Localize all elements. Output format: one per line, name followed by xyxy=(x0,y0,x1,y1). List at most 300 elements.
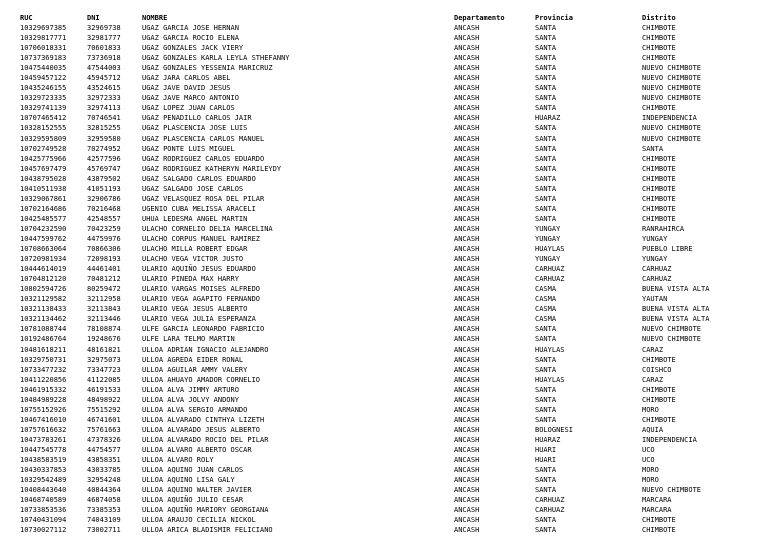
cell-nombre: UGAZ GONZALES KARLA LEYLA STHEFANNY xyxy=(142,54,290,63)
cell-nombre: ULLOA ALVA SERGIO ARMANDO xyxy=(142,405,248,414)
cell-ruc: 10321134462 xyxy=(20,315,67,324)
cell-nombre: ULLOA AQUIÑO JULIO CESAR xyxy=(142,496,244,505)
header-nombre: NOMBRE xyxy=(142,14,168,22)
cell-ruc: 10444614019 xyxy=(20,265,67,274)
cell-nombre: ULLOA AQUINO WALTER JAVIER xyxy=(142,486,252,495)
cell-provincia: SANTA xyxy=(535,34,557,43)
cell-distrito: YUNGAY xyxy=(642,255,668,264)
cell-distrito: NUEVO CHIMBOTE xyxy=(642,335,702,344)
cell-departamento: ANCASH xyxy=(454,64,480,73)
cell-distrito: CHIMBOTE xyxy=(642,415,676,424)
cell-departamento: ANCASH xyxy=(454,325,480,334)
table-row xyxy=(20,415,740,425)
table-row xyxy=(20,435,740,445)
cell-dni: 74043109 xyxy=(87,516,121,525)
cell-departamento: ANCASH xyxy=(454,355,480,364)
cell-departamento: ANCASH xyxy=(454,214,480,223)
table-row xyxy=(20,174,740,184)
cell-distrito: CHIMBOTE xyxy=(642,355,676,364)
cell-departamento: ANCASH xyxy=(454,305,480,314)
cell-departamento: ANCASH xyxy=(454,506,480,515)
cell-provincia: CASMA xyxy=(535,285,557,294)
cell-dni: 47378326 xyxy=(87,435,121,444)
cell-nombre: UGENIO CUBA MELISSA ARACELI xyxy=(142,204,256,213)
cell-provincia: SANTA xyxy=(535,486,557,495)
cell-departamento: ANCASH xyxy=(454,84,480,93)
cell-ruc: 10484989228 xyxy=(20,395,67,404)
cell-nombre: ULACHO MILLA ROBERT EDGAR xyxy=(142,245,248,254)
cell-departamento: ANCASH xyxy=(454,94,480,103)
cell-provincia: HUAYLAS xyxy=(535,245,565,254)
cell-dni: 75515292 xyxy=(87,405,121,414)
cell-dni: 44754577 xyxy=(87,445,121,454)
cell-departamento: ANCASH xyxy=(454,295,480,304)
cell-provincia: SANTA xyxy=(535,526,557,535)
cell-dni: 32113843 xyxy=(87,305,121,314)
cell-ruc: 10425485577 xyxy=(20,214,67,223)
cell-dni: 70601833 xyxy=(87,44,121,53)
cell-departamento: ANCASH xyxy=(454,435,480,444)
cell-provincia: SANTA xyxy=(535,466,557,475)
cell-distrito: CARAZ xyxy=(642,375,664,384)
cell-distrito: CHIMBOTE xyxy=(642,385,676,394)
cell-dni: 43033785 xyxy=(87,466,121,475)
cell-provincia: YUNGAY xyxy=(535,255,561,264)
cell-distrito: CHIMBOTE xyxy=(642,44,676,53)
cell-dni: 73385353 xyxy=(87,506,121,515)
cell-ruc: 10435246155 xyxy=(20,84,67,93)
cell-provincia: SANTA xyxy=(535,395,557,404)
cell-distrito: UCO xyxy=(642,445,655,454)
cell-departamento: ANCASH xyxy=(454,174,480,183)
cell-provincia: HUARAZ xyxy=(535,435,561,444)
table-row xyxy=(20,284,740,294)
cell-ruc: 10321138433 xyxy=(20,305,67,314)
cell-distrito: CHIMBOTE xyxy=(642,184,676,193)
table-row xyxy=(20,73,740,83)
cell-nombre: ULACHO VEGA VICTOR JUSTO xyxy=(142,255,244,264)
cell-provincia: CASMA xyxy=(535,305,557,314)
cell-departamento: ANCASH xyxy=(454,335,480,344)
cell-provincia: SANTA xyxy=(535,124,557,133)
cell-nombre: ULARIO AQUIÑO JESUS EDUARDO xyxy=(142,265,256,274)
table-row xyxy=(20,385,740,395)
cell-nombre: UGAZ JAVE DAVID JESUS xyxy=(142,84,231,93)
cell-dni: 32974113 xyxy=(87,104,121,113)
cell-provincia: SANTA xyxy=(535,415,557,424)
cell-ruc: 10461915332 xyxy=(20,385,67,394)
cell-provincia: SANTA xyxy=(535,476,557,485)
table-row xyxy=(20,113,740,123)
table-row xyxy=(20,264,740,274)
cell-dni: 44759976 xyxy=(87,235,121,243)
cell-ruc: 10438583519 xyxy=(20,456,67,465)
table-row xyxy=(20,314,740,324)
table-row xyxy=(20,515,740,525)
cell-distrito: NUEVO CHIMBOTE xyxy=(642,64,702,73)
cell-nombre: ULLOA ARICA BLADISMIR FELICIANO xyxy=(142,526,273,535)
cell-distrito: MORO xyxy=(642,476,659,485)
cell-provincia: SANTA xyxy=(535,134,557,143)
cell-distrito: NUEVO CHIMBOTE xyxy=(642,74,702,83)
cell-provincia: HUAYLAS xyxy=(535,345,565,354)
cell-ruc: 10755152926 xyxy=(20,405,67,414)
cell-ruc: 10733853536 xyxy=(20,506,67,515)
cell-distrito: CHIMBOTE xyxy=(642,526,676,535)
cell-distrito: CHIMBOTE xyxy=(642,516,676,525)
cell-dni: 48498922 xyxy=(87,395,121,404)
cell-departamento: ANCASH xyxy=(454,486,480,495)
cell-provincia: YUNGAY xyxy=(535,224,561,233)
cell-dni: 78108874 xyxy=(87,325,121,334)
cell-departamento: ANCASH xyxy=(454,476,480,485)
cell-dni: 73002711 xyxy=(87,526,121,535)
cell-provincia: SANTA xyxy=(535,325,557,334)
table-row xyxy=(20,525,740,535)
cell-dni: 42577596 xyxy=(87,154,121,163)
cell-dni: 43858351 xyxy=(87,456,121,465)
cell-provincia: HUARAZ xyxy=(535,114,561,123)
cell-dni: 45769747 xyxy=(87,164,121,173)
cell-ruc: 10329542489 xyxy=(20,476,67,485)
cell-nombre: UGAZ PLASCENCIA JOSE LUIS xyxy=(142,124,248,133)
cell-departamento: ANCASH xyxy=(454,74,480,83)
cell-distrito: INDEPENDENCIA xyxy=(642,114,697,123)
cell-ruc: 10737369183 xyxy=(20,54,67,63)
header-departamento: Departamento xyxy=(454,14,505,22)
cell-ruc: 10707465412 xyxy=(20,114,67,123)
cell-distrito: MORO xyxy=(642,466,659,475)
cell-provincia: HUARI xyxy=(535,445,557,454)
cell-dni: 32969738 xyxy=(87,24,121,33)
cell-distrito: UCO xyxy=(642,456,655,465)
table-row xyxy=(20,445,740,455)
cell-dni: 41122085 xyxy=(87,375,121,384)
table-row xyxy=(20,365,740,375)
cell-dni: 32981777 xyxy=(87,34,121,43)
cell-distrito: NUEVO CHIMBOTE xyxy=(642,84,702,93)
cell-departamento: ANCASH xyxy=(454,184,480,193)
table-row xyxy=(20,395,740,405)
cell-nombre: UGAZ LOPEZ JUAN CARLOS xyxy=(142,104,235,113)
cell-dni: 46191533 xyxy=(87,385,121,394)
cell-nombre: ULFE GARCIA LEONARDO FABRICIO xyxy=(142,325,265,334)
cell-provincia: SANTA xyxy=(535,154,557,163)
cell-provincia: SANTA xyxy=(535,144,557,153)
cell-provincia: CARHUAZ xyxy=(535,506,565,515)
cell-ruc: 10329067861 xyxy=(20,194,67,203)
cell-dni: 70423259 xyxy=(87,224,121,233)
table-row xyxy=(20,83,740,93)
table-row xyxy=(20,194,740,204)
cell-nombre: UGAZ GONZALES YESSENIA MARICRUZ xyxy=(142,64,273,73)
cell-provincia: SANTA xyxy=(535,104,557,113)
cell-nombre: UGAZ PENADILLO CARLOS JAIR xyxy=(142,114,252,123)
cell-ruc: 10733477232 xyxy=(20,365,67,374)
cell-departamento: ANCASH xyxy=(454,265,480,274)
cell-departamento: ANCASH xyxy=(454,104,480,113)
table-row xyxy=(20,33,740,43)
table-row xyxy=(20,425,740,435)
cell-dni: 70866306 xyxy=(87,245,121,254)
table-row xyxy=(20,144,740,154)
header-dni: DNI xyxy=(87,14,100,22)
cell-nombre: ULARIO VEGA JULIA ESPERANZA xyxy=(142,315,256,324)
cell-provincia: SANTA xyxy=(535,94,557,103)
cell-dni: 19248676 xyxy=(87,335,121,344)
cell-departamento: ANCASH xyxy=(454,164,480,173)
cell-distrito: CHIMBOTE xyxy=(642,164,676,173)
cell-departamento: ANCASH xyxy=(454,285,480,294)
cell-nombre: ULLOA AQUINO JUAN CARLOS xyxy=(142,466,244,475)
cell-distrito: MORO xyxy=(642,405,659,414)
cell-distrito: CHIMBOTE xyxy=(642,34,676,43)
cell-nombre: UGAZ SALGADO JOSE CARLOS xyxy=(142,184,244,193)
cell-ruc: 10328152555 xyxy=(20,124,67,133)
cell-nombre: ULLOA AGREDA EIDER RONAL xyxy=(142,355,244,364)
cell-provincia: CASMA xyxy=(535,315,557,324)
cell-nombre: ULLOA ALVARO ALBERTO OSCAR xyxy=(142,445,252,454)
cell-ruc: 10321129582 xyxy=(20,295,67,304)
cell-provincia: YUNGAY xyxy=(535,235,561,243)
table-row xyxy=(20,23,740,33)
cell-dni: 70746541 xyxy=(87,114,121,123)
cell-ruc: 10425775966 xyxy=(20,154,67,163)
cell-departamento: ANCASH xyxy=(454,204,480,213)
cell-ruc: 10468740589 xyxy=(20,496,67,505)
table-row xyxy=(20,214,740,224)
cell-distrito: CHIMBOTE xyxy=(642,154,676,163)
cell-ruc: 10447599762 xyxy=(20,235,67,243)
cell-nombre: UGAZ PLASCENCIA CARLOS MANUEL xyxy=(142,134,265,143)
table-row xyxy=(20,505,740,515)
cell-provincia: CARHUAZ xyxy=(535,496,565,505)
cell-departamento: ANCASH xyxy=(454,255,480,264)
cell-nombre: ULLOA ALVA JOLVY ANDONY xyxy=(142,395,239,404)
cell-nombre: ULLOA ADRIAN IGNACIO ALEJANDRO xyxy=(142,345,269,354)
cell-nombre: UGAZ GARCIA ROCIO ELENA xyxy=(142,34,239,43)
cell-nombre: ULLOA AQUIÑO MARIORY GEORGIANA xyxy=(142,506,269,515)
table-row xyxy=(20,164,740,174)
cell-dni: 41051193 xyxy=(87,184,121,193)
table-row xyxy=(20,123,740,133)
cell-departamento: ANCASH xyxy=(454,405,480,414)
cell-distrito: BUENA VISTA ALTA xyxy=(642,305,710,314)
cell-departamento: ANCASH xyxy=(454,385,480,394)
cell-nombre: ULLOA AHUAYO AMADOR CORNELIO xyxy=(142,375,261,384)
cell-provincia: SANTA xyxy=(535,204,557,213)
cell-departamento: ANCASH xyxy=(454,456,480,465)
cell-departamento: ANCASH xyxy=(454,375,480,384)
cell-provincia: HUAYLAS xyxy=(535,375,565,384)
table-row xyxy=(20,455,740,465)
cell-nombre: ULLOA ALVARO ROLY xyxy=(142,456,214,465)
cell-nombre: UGAZ GARCIA JOSE HERNAN xyxy=(142,24,239,33)
cell-ruc: 10730027112 xyxy=(20,526,67,535)
cell-ruc: 10720981934 xyxy=(20,255,67,264)
cell-departamento: ANCASH xyxy=(454,124,480,133)
table-row xyxy=(20,465,740,475)
cell-provincia: SANTA xyxy=(535,24,557,33)
cell-distrito: CHIMBOTE xyxy=(642,204,676,213)
cell-nombre: ULLOA ARAUJO CECILIA NICKOL xyxy=(142,516,256,525)
cell-distrito: NUEVO CHIMBOTE xyxy=(642,124,702,133)
cell-distrito: INDEPENDENCIA xyxy=(642,435,697,444)
cell-departamento: ANCASH xyxy=(454,445,480,454)
cell-nombre: ULLOA AGUILAR AMMY VALERY xyxy=(142,365,248,374)
cell-dni: 48161821 xyxy=(87,345,121,354)
cell-dni: 70274952 xyxy=(87,144,121,153)
cell-dni: 32815255 xyxy=(87,124,121,133)
table-row xyxy=(20,345,740,355)
cell-ruc: 10329723335 xyxy=(20,94,67,103)
cell-ruc: 10447545778 xyxy=(20,445,67,454)
cell-dni: 73347723 xyxy=(87,365,121,374)
table-row xyxy=(20,324,740,334)
table-row xyxy=(20,43,740,53)
cell-dni: 72098193 xyxy=(87,255,121,264)
cell-provincia: SANTA xyxy=(535,365,557,374)
cell-nombre: ULARIO PINEDA MAX HARRY xyxy=(142,275,239,284)
cell-departamento: ANCASH xyxy=(454,315,480,324)
cell-departamento: ANCASH xyxy=(454,235,480,243)
cell-ruc: 10457697479 xyxy=(20,164,67,173)
cell-provincia: CARHUAZ xyxy=(535,275,565,284)
cell-provincia: SANTA xyxy=(535,184,557,193)
table-row xyxy=(20,254,740,264)
cell-nombre: UGAZ JARA CARLOS ABEL xyxy=(142,74,231,83)
cell-provincia: SANTA xyxy=(535,174,557,183)
header-distrito: Distrito xyxy=(642,14,676,22)
cell-departamento: ANCASH xyxy=(454,425,480,434)
table-row xyxy=(20,103,740,113)
cell-nombre: ULARIO VEGA AGAPITO FERNANDO xyxy=(142,295,261,304)
cell-ruc: 10740431094 xyxy=(20,516,67,525)
table-row xyxy=(20,204,740,214)
cell-ruc: 10408443640 xyxy=(20,486,67,495)
cell-nombre: UHUA LEDESMA ANGEL MARTIN xyxy=(142,214,248,223)
cell-nombre: UGAZ PONTE LUIS MIGUEL xyxy=(142,144,235,153)
cell-nombre: ULACHO CORNELIO DELIA MARCELINA xyxy=(142,224,273,233)
cell-ruc: 10430337853 xyxy=(20,466,67,475)
table-row xyxy=(20,244,740,254)
cell-ruc: 10329595809 xyxy=(20,134,67,143)
cell-dni: 46741601 xyxy=(87,415,121,424)
cell-ruc: 10411220856 xyxy=(20,375,67,384)
cell-dni: 32975073 xyxy=(87,355,121,364)
cell-ruc: 10329750731 xyxy=(20,355,67,364)
cell-dni: 47544003 xyxy=(87,64,121,73)
cell-nombre: ULLOA ALVARADO JESUS ALBERTO xyxy=(142,425,261,434)
cell-departamento: ANCASH xyxy=(454,365,480,374)
cell-nombre: ULACHO CORPUS MANUEL RAMIREZ xyxy=(142,235,261,243)
cell-ruc: 10438795028 xyxy=(20,174,67,183)
cell-dni: 70216468 xyxy=(87,204,121,213)
cell-departamento: ANCASH xyxy=(454,194,480,203)
cell-distrito: CARHUAZ xyxy=(642,275,672,284)
cell-ruc: 10192486764 xyxy=(20,335,67,344)
cell-distrito: COISHCO xyxy=(642,365,672,374)
header-provincia: Provincia xyxy=(535,14,573,22)
table-row xyxy=(20,475,740,485)
table-row xyxy=(20,334,740,344)
cell-departamento: ANCASH xyxy=(454,44,480,53)
cell-dni: 32954248 xyxy=(87,476,121,485)
cell-nombre: ULARIO VARGAS MOISES ALFREDO xyxy=(142,285,261,294)
cell-distrito: AQUIA xyxy=(642,425,664,434)
table-row xyxy=(20,224,740,234)
cell-distrito: CARHUAZ xyxy=(642,265,672,274)
cell-ruc: 10481618211 xyxy=(20,345,67,354)
cell-departamento: ANCASH xyxy=(454,24,480,33)
cell-ruc: 10329697385 xyxy=(20,24,67,33)
cell-departamento: ANCASH xyxy=(454,154,480,163)
cell-provincia: SANTA xyxy=(535,385,557,394)
table-row xyxy=(20,184,740,194)
cell-dni: 43879502 xyxy=(87,174,121,183)
cell-dni: 32972333 xyxy=(87,94,121,103)
cell-provincia: SANTA xyxy=(535,54,557,63)
cell-nombre: UGAZ RODRIGUEZ KATHERYN MARILEYDY xyxy=(142,164,282,173)
cell-departamento: ANCASH xyxy=(454,54,480,63)
cell-distrito: MARCARA xyxy=(642,506,672,515)
cell-provincia: SANTA xyxy=(535,214,557,223)
cell-distrito: CHIMBOTE xyxy=(642,395,676,404)
cell-provincia: SANTA xyxy=(535,64,557,73)
cell-provincia: SANTA xyxy=(535,516,557,525)
cell-departamento: ANCASH xyxy=(454,245,480,254)
cell-provincia: SANTA xyxy=(535,194,557,203)
cell-distrito: CHIMBOTE xyxy=(642,194,676,203)
cell-dni: 32959580 xyxy=(87,134,121,143)
cell-distrito: CHIMBOTE xyxy=(642,54,676,63)
cell-provincia: SANTA xyxy=(535,405,557,414)
table-row xyxy=(20,154,740,164)
cell-departamento: ANCASH xyxy=(454,466,480,475)
cell-dni: 44461401 xyxy=(87,265,121,274)
cell-dni: 75761663 xyxy=(87,425,121,434)
cell-provincia: SANTA xyxy=(535,335,557,344)
cell-provincia: SANTA xyxy=(535,84,557,93)
cell-nombre: UGAZ GONZALES JACK VIERY xyxy=(142,44,244,53)
cell-provincia: HUARI xyxy=(535,456,557,465)
cell-nombre: ULLOA AQUINO LISA GALY xyxy=(142,476,235,485)
cell-dni: 40844364 xyxy=(87,486,121,495)
cell-departamento: ANCASH xyxy=(454,144,480,153)
cell-nombre: ULLOA ALVA JIMMY ARTURO xyxy=(142,385,239,394)
cell-ruc: 10704812120 xyxy=(20,275,67,284)
cell-nombre: UGAZ RODRIGUEZ CARLOS EDUARDO xyxy=(142,154,265,163)
cell-distrito: CHIMBOTE xyxy=(642,174,676,183)
cell-nombre: UGAZ SALGADO CARLOS EDUARDO xyxy=(142,174,256,183)
cell-distrito: NUEVO CHIMBOTE xyxy=(642,325,702,334)
header-ruc: RUC xyxy=(20,14,33,22)
cell-ruc: 10329817771 xyxy=(20,34,67,43)
cell-dni: 43524615 xyxy=(87,84,121,93)
cell-distrito: BUENA VISTA ALTA xyxy=(642,315,710,324)
cell-dni: 42548557 xyxy=(87,214,121,223)
cell-nombre: UGAZ JAVE MARCO ANTONIO xyxy=(142,94,239,103)
cell-ruc: 10708663064 xyxy=(20,245,67,254)
table-row xyxy=(20,93,740,103)
cell-departamento: ANCASH xyxy=(454,345,480,354)
cell-provincia: CARHUAZ xyxy=(535,265,565,274)
cell-nombre: ULFE LARA TELMO MARTIN xyxy=(142,335,235,344)
cell-dni: 32112958 xyxy=(87,295,121,304)
cell-provincia: SANTA xyxy=(535,355,557,364)
table-header-row xyxy=(20,13,740,23)
cell-ruc: 10802594726 xyxy=(20,285,67,294)
